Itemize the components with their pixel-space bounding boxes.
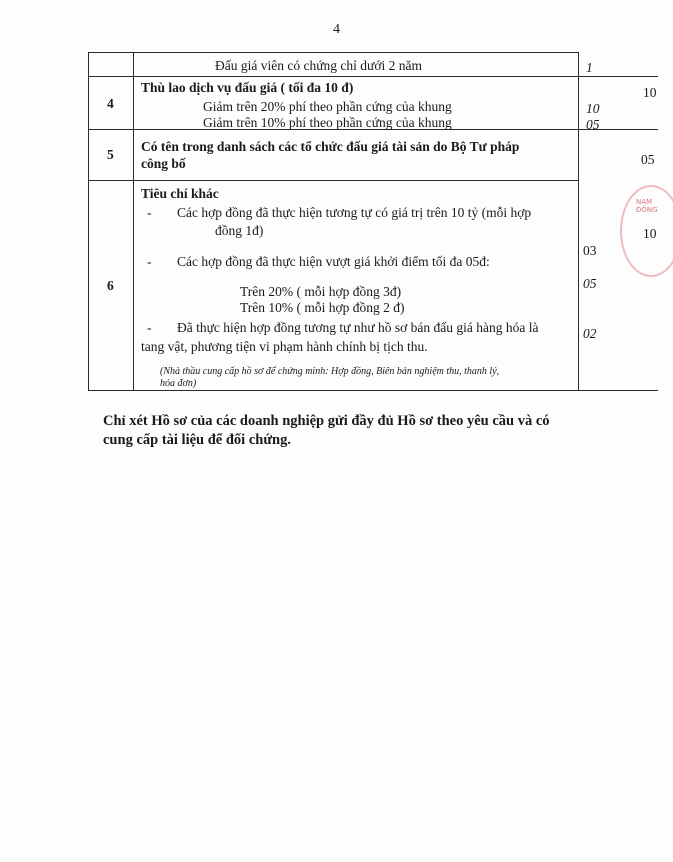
row-text: Trên 10% ( mỗi hợp đồng 2 đ)	[240, 300, 405, 315]
row-score: 1	[586, 60, 593, 75]
row-text: tang vật, phương tiện vi phạm hành chính bị tịch thu.	[141, 339, 428, 354]
row-text: Trên 20% ( mỗi hợp đồng 3đ)	[240, 284, 402, 299]
stamp-seal-text: NAM ĐÔNG	[636, 198, 658, 214]
row-max-score: 10	[643, 226, 657, 241]
row-score: 05	[586, 117, 600, 132]
footer-note	[103, 412, 643, 450]
row-score: 10	[586, 101, 600, 116]
row-score: 03	[583, 243, 597, 258]
row-text: Các hợp đồng đã thực hiện tương tự có giá trị trên 10 tỷ (mỗi hợp	[177, 205, 532, 220]
row-text: Đấu giá viên có chứng chỉ dưới 2 năm	[215, 58, 422, 73]
evidence-note: (Nhà thầu cung cấp hồ sơ để chứng minh: Hợp đồng, Biên bản nghiệm thu, thanh lý,	[160, 366, 500, 377]
footer-line: Chỉ xét Hồ sơ của các doanh nghiệp gửi đầy đủ Hồ sơ theo yêu cầu và có	[103, 413, 550, 429]
row-number: 6	[107, 278, 114, 293]
row-max-score: 10	[643, 85, 657, 100]
row-number: 5	[107, 147, 114, 162]
footer-line: cung cấp tài liệu để đối chứng.	[103, 432, 291, 448]
row-score: 02	[583, 326, 597, 341]
row-text: Giảm trên 10% phí theo phần cứng của khung	[203, 115, 452, 130]
row-text: Giảm trên 20% phí theo phần cứng của khung	[203, 99, 452, 114]
page-number: 4	[333, 22, 340, 37]
row-title: công bố	[141, 156, 186, 171]
bullet-dash: -	[147, 254, 152, 269]
row-text: Các hợp đồng đã thực hiện vượt giá khởi điểm tối đa 05đ:	[177, 254, 490, 269]
row-title: Có tên trong danh sách các tổ chức đấu giá tài sản do Bộ Tư pháp	[141, 139, 520, 154]
row-text: Đã thực hiện hợp đồng tương tự như hồ sơ bán đấu giá hàng hóa là	[177, 320, 539, 335]
row-title: Thù lao dịch vụ đấu giá ( tối đa 10 đ)	[141, 80, 354, 95]
evidence-note: hóa đơn)	[160, 378, 197, 389]
row-title: Tiêu chí khác	[141, 186, 219, 201]
bullet-dash: -	[147, 320, 152, 335]
row-text: đồng 1đ)	[215, 223, 264, 238]
row-score: 05	[583, 276, 597, 291]
row-number: 4	[107, 96, 114, 111]
bullet-dash: -	[147, 205, 152, 220]
row-max-score: 05	[641, 152, 655, 167]
